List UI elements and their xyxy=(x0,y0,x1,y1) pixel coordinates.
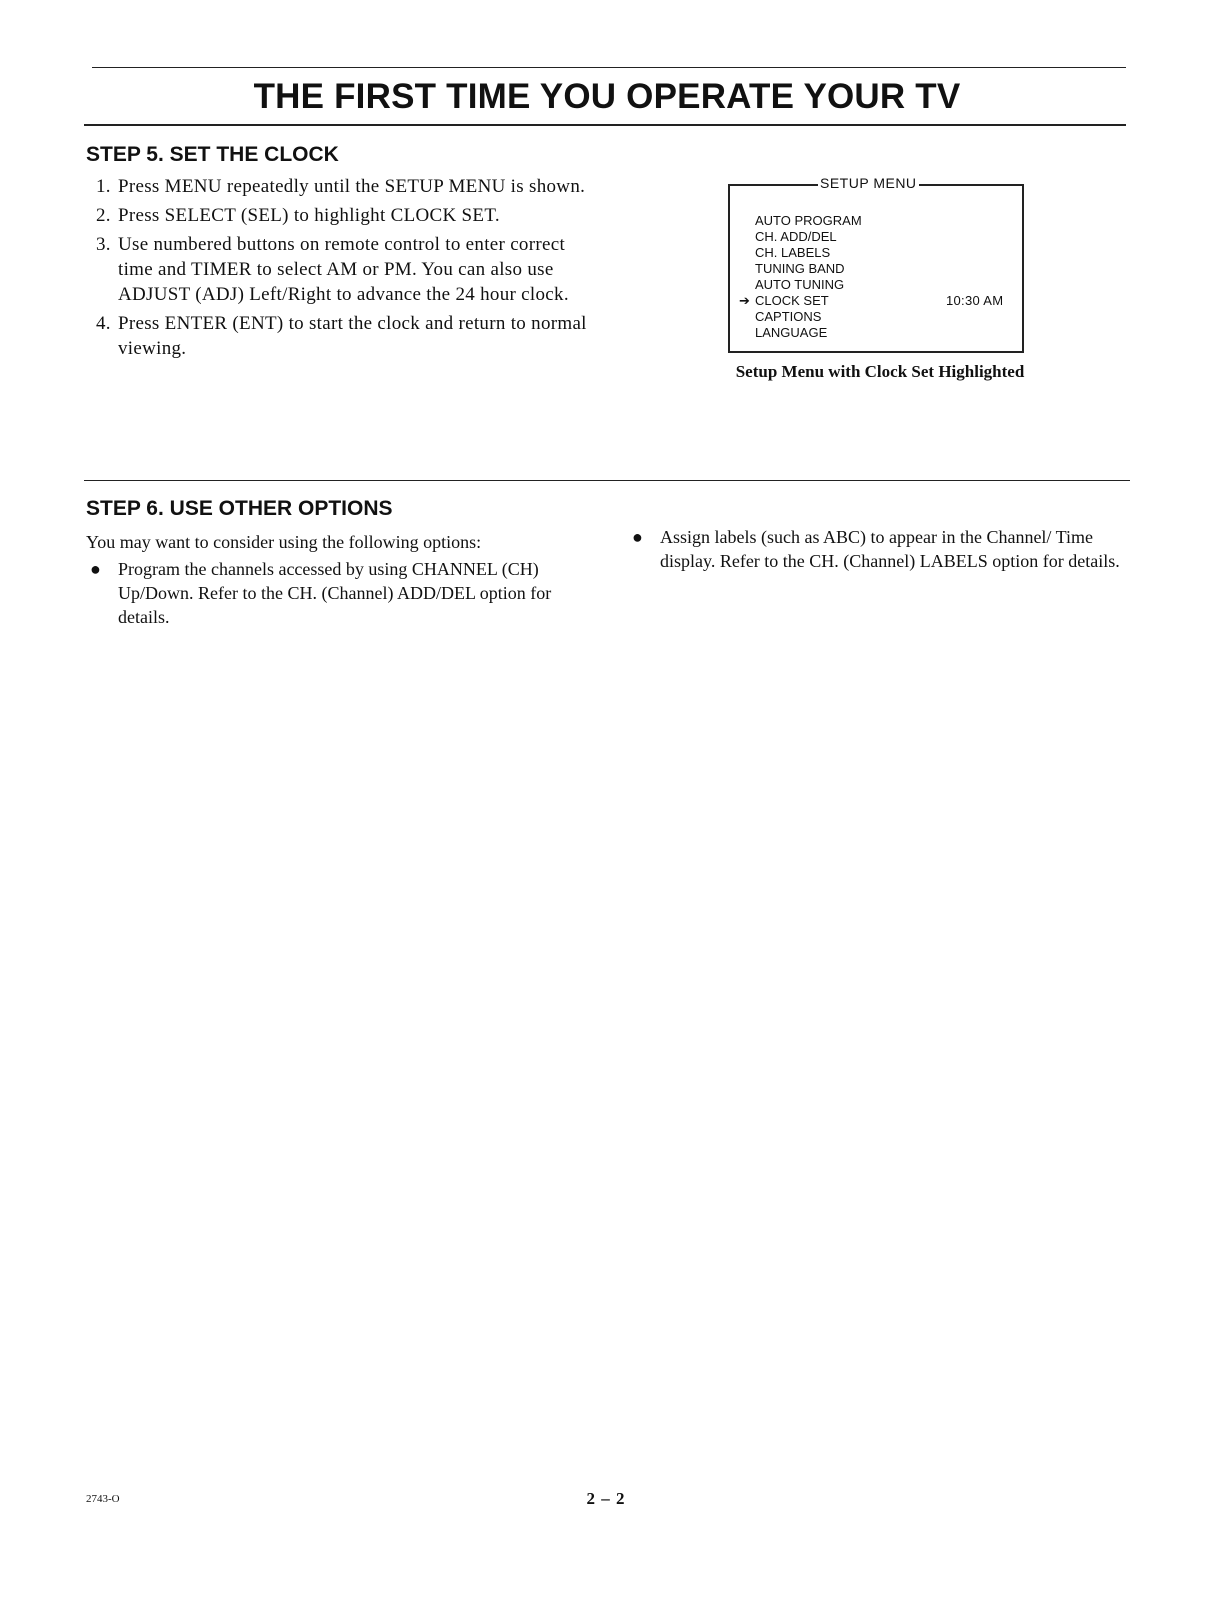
step-text: Press ENTER (ENT) to start the clock and return to normal viewing. xyxy=(118,313,587,359)
step5-heading: STEP 5. SET THE CLOCK xyxy=(86,143,339,166)
step5-item xyxy=(96,174,596,199)
bullet-text: Assign labels (such as ABC) to appear in the Channel/ Time display. Refer to the CH. (Channel) LABELS option for details. xyxy=(660,527,1120,571)
menu-item-label: CLOCK SET xyxy=(755,293,829,308)
step-number: 2. xyxy=(96,205,111,226)
menu-item: LANGUAGE xyxy=(755,325,828,340)
setup-menu-list xyxy=(739,213,862,341)
step-number: 1. xyxy=(96,176,111,197)
top-rule xyxy=(92,67,1126,68)
bullet-dot-icon: ● xyxy=(90,559,101,579)
menu-item: AUTO TUNING xyxy=(755,277,845,292)
menu-item: TUNING BAND xyxy=(755,261,845,276)
bullet-text: Program the channels accessed by using CHANNEL (CH) Up/Down. Refer to the CH. (Channel) ADD/DEL option for details. xyxy=(118,559,552,627)
title-underline xyxy=(84,124,1126,126)
page-number: 2 – 2 xyxy=(586,1489,626,1508)
step-number: 3. xyxy=(96,234,111,255)
step6-intro: You may want to consider using the following options: xyxy=(86,532,482,552)
step5-item xyxy=(96,203,596,228)
page-title: THE FIRST TIME YOU OPERATE YOUR TV xyxy=(253,77,961,116)
step5-instructions xyxy=(96,174,596,365)
section-divider xyxy=(84,480,1130,481)
step-text: Use numbered buttons on remote control to enter correct time and TIMER to select AM or PM. You can also use ADJUST (ADJ) Left/Right to advance the 24 hour clock. xyxy=(118,234,569,305)
step-text: Press SELECT (SEL) to highlight CLOCK SET. xyxy=(118,205,500,226)
clock-value: 10:30 AM xyxy=(946,293,1004,308)
step5-item xyxy=(96,232,596,307)
step-text: Press MENU repeatedly until the SETUP MENU is shown. xyxy=(118,176,586,197)
document-code: 2743-O xyxy=(86,1493,120,1505)
step6-heading: STEP 6. USE OTHER OPTIONS xyxy=(86,497,393,520)
bullet-dot-icon: ● xyxy=(632,527,643,547)
option-bullet xyxy=(86,557,591,629)
step5-item xyxy=(96,311,596,361)
menu-item: CAPTIONS xyxy=(755,309,822,324)
step-number: 4. xyxy=(96,313,111,334)
menu-item: CH. ADD/DEL xyxy=(755,229,837,244)
menu-item: AUTO PROGRAM xyxy=(755,213,862,228)
option-bullet xyxy=(628,525,1133,573)
right-arrow-icon: ➔ xyxy=(739,293,750,308)
figure-caption: Setup Menu with Clock Set Highlighted xyxy=(735,362,1025,381)
setup-menu-illustration xyxy=(728,175,1024,353)
setup-menu-title: SETUP MENU xyxy=(820,175,917,191)
menu-item: CH. LABELS xyxy=(755,245,831,260)
menu-item-selected xyxy=(739,293,862,309)
